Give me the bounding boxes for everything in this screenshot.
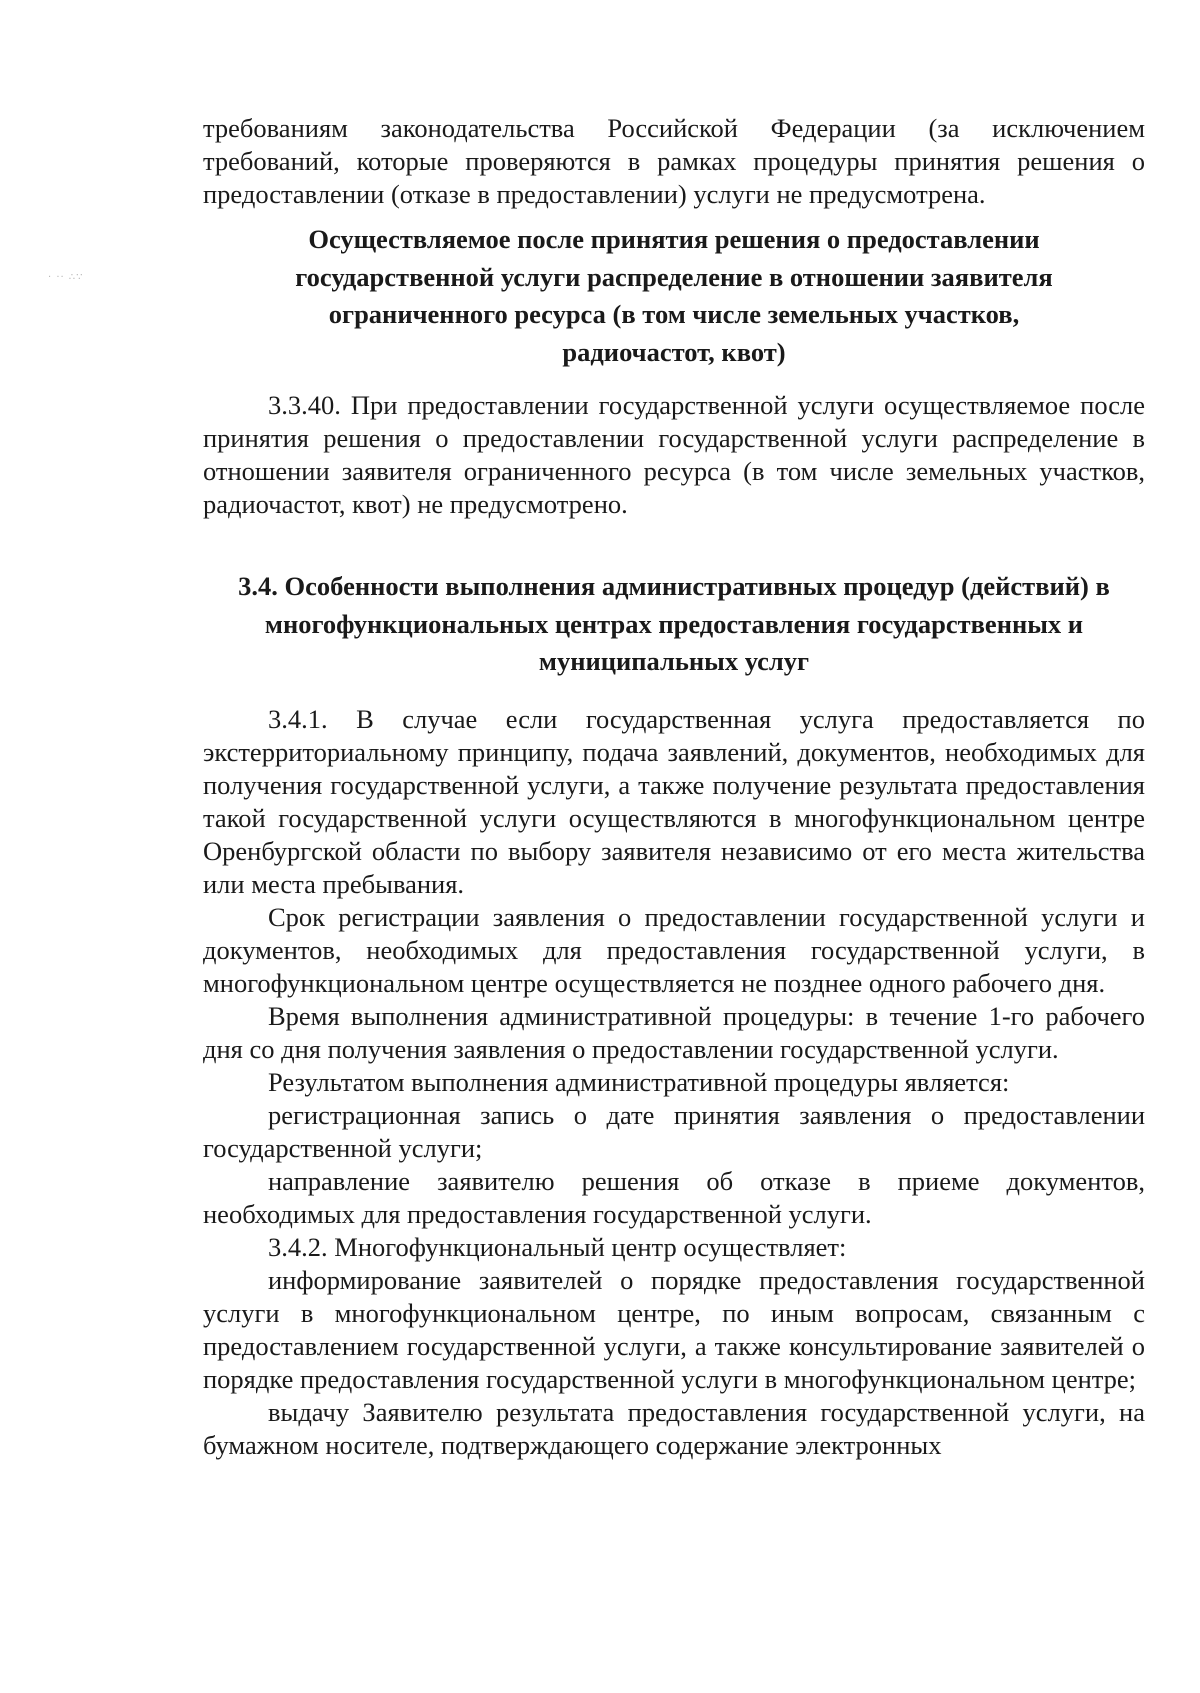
paragraph-3-3-40: 3.3.40. При предоставлении государственной услуги осуществляемое после принятия решения о предоставлении государственной услуги распределение в отношении заявителя ограниченного ресурса (в том числе земельных участков, радиочастот, квот) не предусмотрено. [203, 390, 1145, 519]
intro-paragraph: требованиям законодательства Российской Федерации (за исключением требований, которые проверяются в рамках процедуры принятия решения о предоставлении (отказе в предоставлении) услуги не предусмотрена. [203, 113, 1145, 209]
section-heading-resource-distribution: Осуществляемое после принятия решения о предоставлении государственной услуги распределение в отношении заявителя ограниченного ресурса (в том числе земельных участков, радиочастот, квот) [295, 224, 1053, 367]
section-heading-3-4: 3.4. Особенности выполнения административных процедур (действий) в многофункциональных центрах предоставления государственных и муниципальных услуг [238, 571, 1110, 676]
document-page [203, 112, 1145, 1462]
paragraph-result-intro: Результатом выполнения административной процедуры является: [268, 1066, 1010, 1097]
scan-artifact: · ·· ∴∵ [48, 272, 84, 283]
result-item: регистрационная запись о дате принятия заявления о предоставлении государственной услуги; [203, 1099, 1145, 1163]
paragraph-3-4-2: 3.4.2. Многофункциональный центр осуществляет: [268, 1231, 847, 1262]
paragraph-execution-time: Время выполнения административной процедуры: в течение 1-го рабочего дня со дня получения заявления о предоставлении государственной услуги. [203, 1000, 1145, 1064]
mfc-item: выдачу Заявителю результата предоставления государственной услуги, на бумажном носителе, подтверждающего содержание электронных [203, 1396, 1145, 1460]
mfc-item: информирование заявителей о порядке предоставления государственной услуги в многофункциональном центре, по иным вопросам, связанным с предоставлением государственной услуги, а также консультирование заявителей о порядке предоставления государственной услуги в многофункциональном центре; [203, 1264, 1145, 1394]
result-item: направление заявителю решения об отказе в приеме документов, необходимых для предоставления государственной услуги. [203, 1165, 1145, 1229]
paragraph-3-4-1: 3.4.1. В случае если государственная услуга предоставляется по экстерриториальному принципу, подача заявлений, документов, необходимых для получения государственной услуги, а также получение результата предоставления такой государственной услуги осуществляются в многофункциональном центре Оренбургской области по выбору заявителя независимо от его места жительства или места пребывания. [203, 703, 1145, 899]
paragraph-registration-term: Срок регистрации заявления о предоставлении государственной услуги и документов, необходимых для предоставления государственной услуги, в многофункциональном центре осуществляется не позднее одного рабочего дня. [203, 901, 1145, 998]
